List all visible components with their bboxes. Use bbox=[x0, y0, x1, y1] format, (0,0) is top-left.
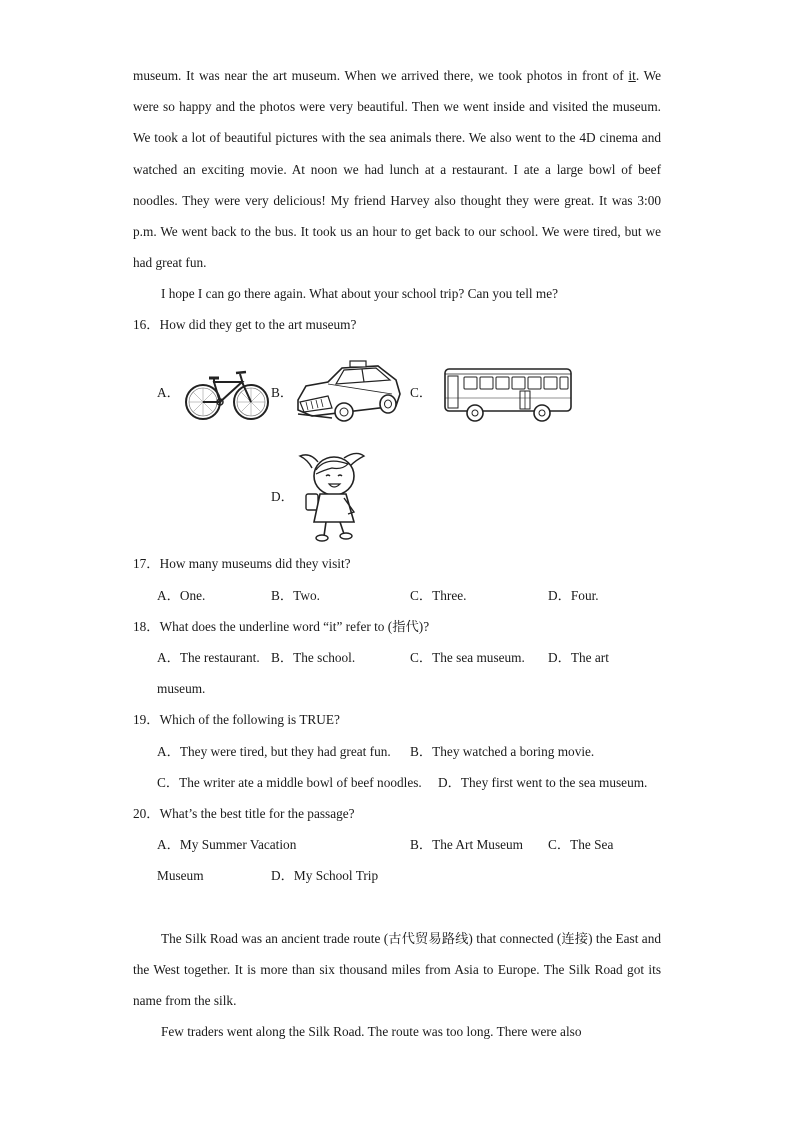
q16-label-b: B． bbox=[271, 385, 294, 400]
q17-option-c[interactable]: C．Three. bbox=[410, 588, 467, 603]
q18-option-b[interactable]: B．The school. bbox=[271, 650, 356, 665]
q19-option-a[interactable]: A．They were tired, but they had great fun. bbox=[157, 744, 391, 759]
q19-option-d[interactable]: D．They first went to the sea museum. bbox=[438, 775, 648, 790]
q17-option-a[interactable]: A．One. bbox=[157, 588, 206, 603]
q19-stem: 19．Which of the following is TRUE? bbox=[133, 712, 340, 727]
q20-option-a[interactable]: A．My Summer Vacation bbox=[157, 837, 297, 852]
q18-stem: 18．What does the underline word “it” refer to (指代)? bbox=[133, 619, 430, 634]
walking-girl-picture bbox=[296, 448, 368, 544]
taxi-picture bbox=[292, 360, 404, 426]
q18-option-c[interactable]: C．The sea museum. bbox=[410, 650, 525, 665]
underlined-word-it: it bbox=[628, 68, 636, 83]
q18-option-a[interactable]: A．The restaurant. bbox=[157, 650, 260, 665]
q20-stem: 20．What’s the best title for the passage? bbox=[133, 806, 355, 821]
q18-option-d[interactable]: D．The art bbox=[548, 650, 609, 665]
q17-option-b[interactable]: B．Two. bbox=[271, 588, 320, 603]
passage1-text-part2: . We were so happy and the photos were very beautiful. Then we went inside and visited the museum. We took a lot of beautiful pictures with the sea animals there. We also went to the 4D cinema and watched an exciting movie. At noon we had lunch at a restaurant. I ate a large bowl of beef noodles. They were very delicious! My friend Harvey also thought they were great. It was 3:00 p.m. We went back to the bus. It took us an hour to get back to our school. We were tired, but we had great fun. bbox=[133, 68, 662, 271]
q19-option-b[interactable]: B．They watched a boring movie. bbox=[410, 744, 595, 759]
q17-option-d[interactable]: D．Four. bbox=[548, 588, 599, 603]
passage1-text-part1: museum. It was near the art museum. When we arrived there, we took photos in front of bbox=[133, 68, 629, 83]
q20-option-b[interactable]: B．The Art Museum bbox=[410, 837, 524, 852]
q16-stem: 16．How did they get to the art museum? bbox=[133, 317, 357, 332]
q20-option-c-continued: Museum bbox=[157, 868, 204, 883]
q16-label-c: C． bbox=[410, 385, 433, 400]
passage1-paragraph2: I hope I can go there again. What about your school trip? Can you tell me? bbox=[161, 286, 559, 301]
q20-option-c[interactable]: C．The Sea bbox=[548, 837, 614, 852]
q17-stem: 17．How many museums did they visit? bbox=[133, 556, 351, 571]
q16-label-a: A． bbox=[157, 385, 180, 400]
bicycle-picture bbox=[184, 364, 270, 422]
q19-option-c[interactable]: C．The writer ate a middle bowl of beef noodles. bbox=[157, 775, 422, 790]
q16-label-d: D． bbox=[271, 489, 294, 504]
passage1-paragraph1 bbox=[133, 60, 661, 278]
passage2-paragraph2: Few traders went along the Silk Road. The route was too long. There were also bbox=[161, 1024, 582, 1039]
bus-picture bbox=[442, 366, 574, 424]
q18-option-d-continued: museum. bbox=[157, 681, 206, 696]
q20-option-d[interactable]: D．My School Trip bbox=[271, 868, 379, 883]
passage2-paragraph1: The Silk Road was an ancient trade route (古代贸易路线) that connected (连接) the East and the West together. It is more than six thousand miles from Asia to Europe. The Silk Road got its name from the silk. bbox=[133, 931, 661, 1009]
